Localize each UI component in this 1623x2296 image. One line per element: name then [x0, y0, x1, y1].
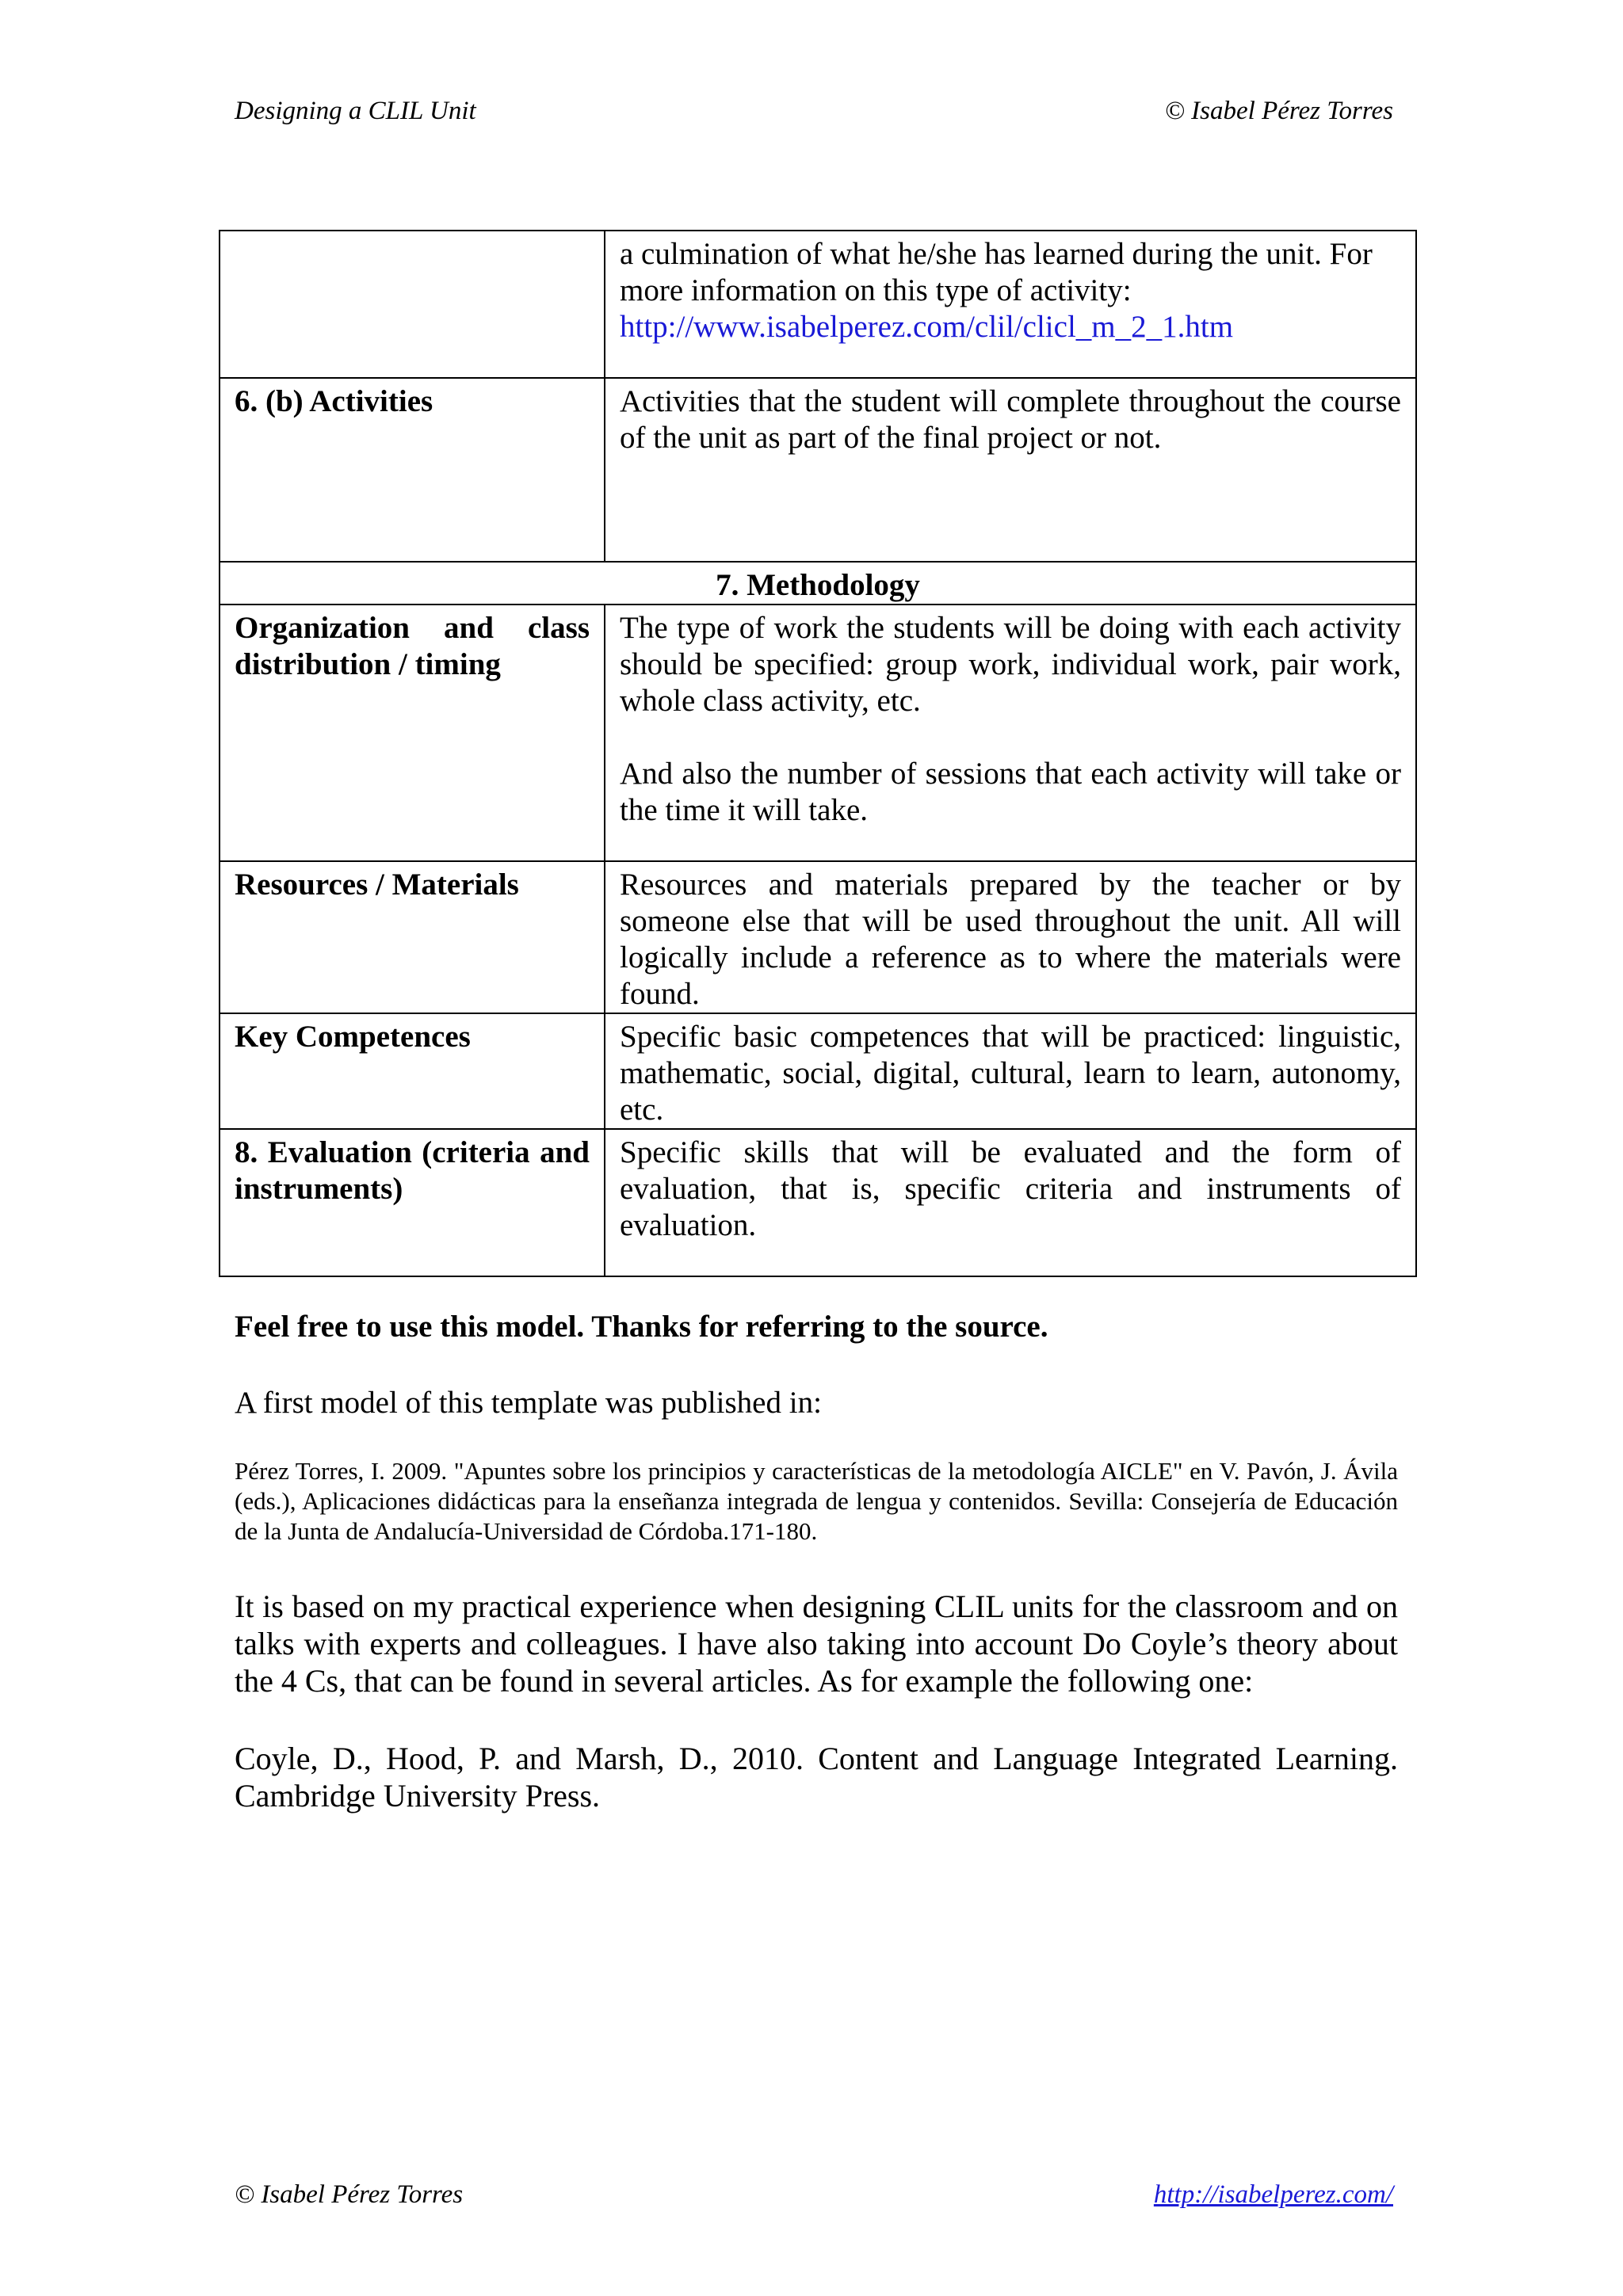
- footer-site-link[interactable]: http://isabelperez.com/: [1153, 2180, 1393, 2209]
- table-row-methodology-heading: [220, 562, 1416, 605]
- row-evaluation-desc: Specific skills that will be evaluated and the form of evaluation, that is, specific criteria and instruments of evaluation.: [605, 1129, 1416, 1276]
- table-row-resources: [220, 861, 1416, 1013]
- page-header: [235, 97, 1393, 132]
- row-activities-desc: Activities that the student will complete throughout the course of the unit as part of the final project or not.: [605, 378, 1416, 562]
- row-organization-desc: [605, 605, 1416, 861]
- footer-copyright: © Isabel Pérez Torres: [235, 2180, 464, 2209]
- reference-perez-torres: Pérez Torres, I. 2009. "Apuntes sobre los principios y características de la metodología AICLE" en V. Pavón, J. Ávila (eds.), Aplicaciones didácticas para la enseñanza integrada de lengua y contenidos. Sevilla: Consejería de Educación de la Junta de Andalucía-Universidad de Córdoba.171-180.: [235, 1457, 1398, 1545]
- table-row-activities: [220, 378, 1416, 562]
- table-row-competences: [220, 1013, 1416, 1129]
- row-competences-label: Key Competences: [220, 1013, 605, 1129]
- row-organization-text1: The type of work the students will be doing with each activity should be specified: group work, individual work, pair work, whole class activity, etc.: [620, 611, 1401, 718]
- row-continued-desc: [605, 231, 1416, 378]
- row-activities-label: 6. (b) Activities: [220, 378, 605, 562]
- page-footer: [235, 2180, 1393, 2215]
- section-methodology: 7. Methodology: [220, 562, 1416, 605]
- row-continued-text: a culmination of what he/she has learned during the unit. For more information on this type of activity:: [620, 237, 1373, 307]
- table-row-evaluation: [220, 1129, 1416, 1276]
- row-competences-desc: Specific basic competences that will be practiced: linguistic, mathematic, social, digital, cultural, learn to learn, autonomy, etc.: [605, 1013, 1416, 1129]
- row-continued-label: [220, 231, 605, 378]
- row-organization-label: Organization and class distribution / timing: [220, 605, 605, 861]
- row-organization-text2: And also the number of sessions that each activity will take or the time it will take.: [620, 757, 1401, 827]
- row-resources-desc: Resources and materials prepared by the teacher or by someone else that will be used throughout the unit. All will logically include a reference as to where the materials were found.: [605, 861, 1416, 1013]
- table-row-organization: [220, 605, 1416, 861]
- paragraph-gap: [620, 719, 1401, 756]
- header-copyright: © Isabel Pérez Torres: [1164, 97, 1393, 125]
- first-model-note: A first model of this template was published in:: [235, 1386, 822, 1420]
- based-on-paragraph: It is based on my practical experience when designing CLIL units for the classroom and on talks with experts and colleagues. I have also taking into account Do Coyle’s theory about the 4 Cs, that can be found in several articles. As for example the following one:: [235, 1589, 1398, 1699]
- reference-coyle: Coyle, D., Hood, P. and Marsh, D., 2010. Content and Language Integrated Learning. Cambridge University Press.: [235, 1741, 1398, 1814]
- activity-info-link[interactable]: http://www.isabelperez.com/clil/clicl_m_2_1.htm: [620, 310, 1234, 344]
- row-resources-label: Resources / Materials: [220, 861, 605, 1013]
- table-row-continued: [220, 231, 1416, 378]
- free-use-note: Feel free to use this model. Thanks for referring to the source.: [235, 1310, 1048, 1344]
- header-title: Designing a CLIL Unit: [235, 97, 476, 125]
- row-evaluation-label: 8. Evaluation (criteria and instruments): [220, 1129, 605, 1276]
- unit-template-table: [219, 230, 1417, 1277]
